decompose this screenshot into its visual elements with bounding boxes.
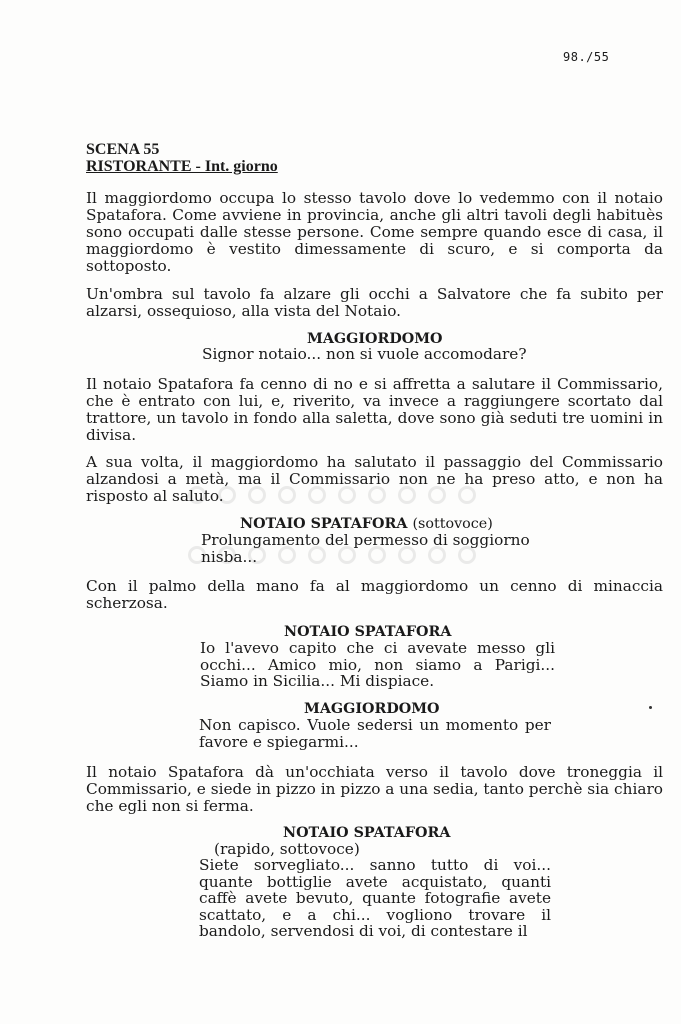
scene-heading	[86, 141, 278, 175]
dialogue-line: Io l'avevo capito che ci avevate messo gli occhi... Amico mio, non siamo a Parigi... Siamo in Sicilia... Mi dispiace.	[200, 639, 555, 690]
character-name: NOTAIO SPATAFORA	[284, 624, 452, 640]
dialogue-line: Siete sorvegliato... sanno tutto di voi... quante bottiglie avete acquistato, quanti caffè avete bevuto, quante fotografie avete scattato, e a chi... vogliono trovare il bandolo, servendosi di voi, di contestare il	[199, 856, 551, 940]
character-name: MAGGIORDOMO	[307, 331, 443, 347]
action-paragraph: Con il palmo della mano fa al maggiordomo un cenno di minaccia scherzosa.	[86, 577, 663, 612]
character-name-text: NOTAIO SPATAFORA	[240, 516, 408, 532]
action-paragraph: A sua volta, il maggiordomo ha salutato il passaggio del Commissario alzandosi a metà, ma il Commissario non ne ha preso atto, e non ha risposto al saluto.	[86, 453, 663, 505]
paper-speck	[649, 706, 652, 709]
scene-location: RISTORANTE - Int. giorno	[86, 158, 278, 175]
scene-number: SCENA 55	[86, 141, 160, 158]
dialogue-line: Signor notaio... non si vuole accomodare?	[202, 345, 527, 363]
action-paragraph: Il maggiordomo occupa lo stesso tavolo dove lo vedemmo con il notaio Spatafora. Come avviene in provincia, anche gli altri tavoli degli habituès sono occupati dalle stesse persone. Come sempre quando esce di casa, il maggiordomo è vestito dimessamente di scuro, e si comporta da sottoposto.	[86, 189, 663, 275]
action-paragraph: Un'ombra sul tavolo fa alzare gli occhi a Salvatore che fa subito per alzarsi, ossequioso, alla vista del Notaio.	[86, 285, 663, 320]
action-paragraph: Il notaio Spatafora fa cenno di no e si affretta a salutare il Commissario, che è entrato con lui, e, riverito, va invece a raggiungere scortato dal trattore, un tavolo in fondo alla saletta, dove sono già seduti tre uomini in divisa.	[86, 375, 663, 444]
page-number: 98./55	[563, 50, 610, 64]
character-name: MAGGIORDOMO	[304, 701, 440, 717]
dialogue-line: Non capisco. Vuole sedersi un momento per favore e spiegarmi...	[199, 716, 551, 751]
parenthetical: (sottovoce)	[412, 516, 493, 532]
action-paragraph: Il notaio Spatafora dà un'occhiata verso il tavolo dove troneggia il Commissario, e siede in pizzo in pizzo a una sedia, tanto perchè sia chiaro che egli non si ferma.	[86, 763, 663, 815]
dialogue-line: Prolungamento del permesso di soggiorno nisba...	[201, 531, 530, 566]
parenthetical: (rapido, sottovoce)	[214, 840, 360, 858]
character-name: NOTAIO SPATAFORA	[283, 825, 451, 841]
